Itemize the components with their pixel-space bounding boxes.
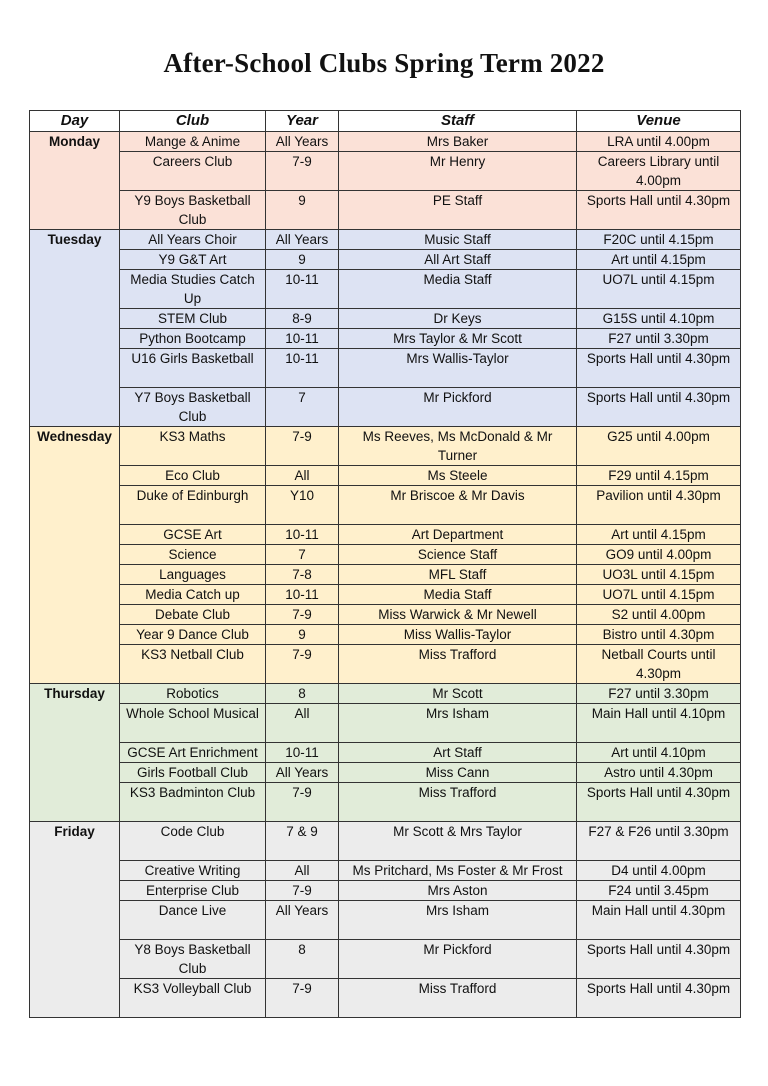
year-cell: 7 & 9	[266, 822, 339, 861]
table-row	[30, 585, 741, 605]
staff-cell: All Art Staff	[339, 250, 577, 270]
year-cell: All	[266, 861, 339, 881]
staff-cell: Mr Pickford	[339, 940, 577, 979]
staff-cell: Miss Trafford	[339, 645, 577, 684]
day-cell-thursday: Thursday	[30, 684, 120, 822]
year-cell: 7-9	[266, 881, 339, 901]
table-row	[30, 329, 741, 349]
table-row	[30, 427, 741, 466]
year-cell: All Years	[266, 763, 339, 783]
club-cell: Code Club	[120, 822, 266, 861]
table-row	[30, 881, 741, 901]
venue-cell: G25 until 4.00pm	[577, 427, 741, 466]
day-cell-wednesday: Wednesday	[30, 427, 120, 684]
club-cell: U16 Girls Basketball	[120, 349, 266, 388]
table-row	[30, 565, 741, 585]
club-cell: Y7 Boys Basketball Club	[120, 388, 266, 427]
staff-cell: Miss Trafford	[339, 979, 577, 1018]
club-cell: Whole School Musical	[120, 704, 266, 743]
staff-cell: Music Staff	[339, 230, 577, 250]
year-cell: All Years	[266, 230, 339, 250]
table-row	[30, 625, 741, 645]
venue-cell: Sports Hall until 4.30pm	[577, 388, 741, 427]
year-cell: 8	[266, 684, 339, 704]
header-row	[30, 111, 741, 132]
club-cell: Enterprise Club	[120, 881, 266, 901]
table-row	[30, 783, 741, 822]
year-cell: 10-11	[266, 329, 339, 349]
club-cell: KS3 Maths	[120, 427, 266, 466]
staff-cell: Mrs Taylor & Mr Scott	[339, 329, 577, 349]
year-cell: 7-9	[266, 427, 339, 466]
staff-cell: Miss Cann	[339, 763, 577, 783]
venue-cell: Astro until 4.30pm	[577, 763, 741, 783]
venue-cell: GO9 until 4.00pm	[577, 545, 741, 565]
table-row	[30, 605, 741, 625]
staff-cell: Media Staff	[339, 270, 577, 309]
year-cell: 10-11	[266, 585, 339, 605]
year-cell: 10-11	[266, 349, 339, 388]
staff-cell: Science Staff	[339, 545, 577, 565]
staff-cell: Miss Trafford	[339, 783, 577, 822]
table-row	[30, 230, 741, 250]
staff-cell: Mrs Baker	[339, 132, 577, 152]
header-day: Day	[30, 111, 120, 132]
venue-cell: Art until 4.10pm	[577, 743, 741, 763]
club-cell: Y9 G&T Art	[120, 250, 266, 270]
header-club: Club	[120, 111, 266, 132]
venue-cell: F20C until 4.15pm	[577, 230, 741, 250]
venue-cell: Main Hall until 4.30pm	[577, 901, 741, 940]
year-cell: All	[266, 466, 339, 486]
staff-cell: PE Staff	[339, 191, 577, 230]
venue-cell: D4 until 4.00pm	[577, 861, 741, 881]
year-cell: 7	[266, 545, 339, 565]
staff-cell: Mr Scott & Mrs Taylor	[339, 822, 577, 861]
venue-cell: Sports Hall until 4.30pm	[577, 783, 741, 822]
day-cell-monday: Monday	[30, 132, 120, 230]
year-cell: All Years	[266, 901, 339, 940]
staff-cell: Miss Wallis-Taylor	[339, 625, 577, 645]
table-row	[30, 250, 741, 270]
header-year: Year	[266, 111, 339, 132]
club-cell: Duke of Edinburgh	[120, 486, 266, 525]
year-cell: 10-11	[266, 525, 339, 545]
venue-cell: F29 until 4.15pm	[577, 466, 741, 486]
club-cell: Debate Club	[120, 605, 266, 625]
staff-cell: Art Staff	[339, 743, 577, 763]
venue-cell: Sports Hall until 4.30pm	[577, 979, 741, 1018]
day-cell-tuesday: Tuesday	[30, 230, 120, 427]
staff-cell: Mrs Aston	[339, 881, 577, 901]
venue-cell: Art until 4.15pm	[577, 525, 741, 545]
year-cell: 9	[266, 191, 339, 230]
staff-cell: Mr Pickford	[339, 388, 577, 427]
staff-cell: Ms Pritchard, Ms Foster & Mr Frost	[339, 861, 577, 881]
venue-cell: Pavilion until 4.30pm	[577, 486, 741, 525]
year-cell: 7-9	[266, 645, 339, 684]
year-cell: 9	[266, 250, 339, 270]
club-cell: Careers Club	[120, 152, 266, 191]
year-cell: 8	[266, 940, 339, 979]
year-cell: 10-11	[266, 270, 339, 309]
venue-cell: Bistro until 4.30pm	[577, 625, 741, 645]
year-cell: 7-9	[266, 152, 339, 191]
year-cell: 8-9	[266, 309, 339, 329]
club-cell: GCSE Art	[120, 525, 266, 545]
venue-cell: S2 until 4.00pm	[577, 605, 741, 625]
staff-cell: Mr Henry	[339, 152, 577, 191]
club-cell: Year 9 Dance Club	[120, 625, 266, 645]
club-cell: STEM Club	[120, 309, 266, 329]
club-cell: GCSE Art Enrichment	[120, 743, 266, 763]
clubs-table	[29, 110, 741, 1018]
staff-cell: Mrs Isham	[339, 901, 577, 940]
club-cell: Mange & Anime	[120, 132, 266, 152]
staff-cell: Mrs Isham	[339, 704, 577, 743]
venue-cell: Sports Hall until 4.30pm	[577, 191, 741, 230]
club-cell: KS3 Badminton Club	[120, 783, 266, 822]
table-row	[30, 349, 741, 388]
year-cell: 7-9	[266, 783, 339, 822]
club-cell: Media Studies Catch Up	[120, 270, 266, 309]
club-cell: All Years Choir	[120, 230, 266, 250]
page-title: After-School Clubs Spring Term 2022	[163, 48, 605, 78]
staff-cell: Miss Warwick & Mr Newell	[339, 605, 577, 625]
club-cell: Eco Club	[120, 466, 266, 486]
staff-cell: Ms Reeves, Ms McDonald & Mr Turner	[339, 427, 577, 466]
year-cell: 7-8	[266, 565, 339, 585]
header-staff: Staff	[339, 111, 577, 132]
table-row	[30, 525, 741, 545]
staff-cell: Media Staff	[339, 585, 577, 605]
venue-cell: LRA until 4.00pm	[577, 132, 741, 152]
venue-cell: Main Hall until 4.10pm	[577, 704, 741, 743]
club-cell: Robotics	[120, 684, 266, 704]
venue-cell: F24 until 3.45pm	[577, 881, 741, 901]
venue-cell: Sports Hall until 4.30pm	[577, 349, 741, 388]
venue-cell: F27 & F26 until 3.30pm	[577, 822, 741, 861]
table-row	[30, 684, 741, 704]
venue-cell: F27 until 3.30pm	[577, 684, 741, 704]
table-row	[30, 979, 741, 1018]
venue-cell: UO7L until 4.15pm	[577, 585, 741, 605]
day-cell-friday: Friday	[30, 822, 120, 1018]
table-row	[30, 704, 741, 743]
table-row	[30, 940, 741, 979]
staff-cell: Ms Steele	[339, 466, 577, 486]
staff-cell: Dr Keys	[339, 309, 577, 329]
staff-cell: MFL Staff	[339, 565, 577, 585]
table-row	[30, 645, 741, 684]
table-row	[30, 152, 741, 191]
staff-cell: Mrs Wallis-Taylor	[339, 349, 577, 388]
venue-cell: UO3L until 4.15pm	[577, 565, 741, 585]
club-cell: Girls Football Club	[120, 763, 266, 783]
club-cell: Python Bootcamp	[120, 329, 266, 349]
table-row	[30, 486, 741, 525]
year-cell: 10-11	[266, 743, 339, 763]
table-row	[30, 388, 741, 427]
year-cell: 9	[266, 625, 339, 645]
table-row	[30, 822, 741, 861]
year-cell: All Years	[266, 132, 339, 152]
venue-cell: Art until 4.15pm	[577, 250, 741, 270]
table-row	[30, 545, 741, 565]
table-row	[30, 132, 741, 152]
club-cell: Y8 Boys Basketball Club	[120, 940, 266, 979]
club-cell: Dance Live	[120, 901, 266, 940]
year-cell: All	[266, 704, 339, 743]
year-cell: 7-9	[266, 605, 339, 625]
table-row	[30, 270, 741, 309]
table-row	[30, 861, 741, 881]
table-row	[30, 743, 741, 763]
year-cell: 7-9	[266, 979, 339, 1018]
table-row	[30, 309, 741, 329]
venue-cell: Careers Library until 4.00pm	[577, 152, 741, 191]
club-cell: Science	[120, 545, 266, 565]
header-venue: Venue	[577, 111, 741, 132]
club-cell: KS3 Netball Club	[120, 645, 266, 684]
club-cell: KS3 Volleyball Club	[120, 979, 266, 1018]
venue-cell: F27 until 3.30pm	[577, 329, 741, 349]
venue-cell: UO7L until 4.15pm	[577, 270, 741, 309]
club-cell: Creative Writing	[120, 861, 266, 881]
venue-cell: G15S until 4.10pm	[577, 309, 741, 329]
staff-cell: Mr Scott	[339, 684, 577, 704]
club-cell: Languages	[120, 565, 266, 585]
venue-cell: Sports Hall until 4.30pm	[577, 940, 741, 979]
year-cell: 7	[266, 388, 339, 427]
staff-cell: Art Department	[339, 525, 577, 545]
table-row	[30, 191, 741, 230]
club-cell: Media Catch up	[120, 585, 266, 605]
table-row	[30, 763, 741, 783]
table-row	[30, 901, 741, 940]
staff-cell: Mr Briscoe & Mr Davis	[339, 486, 577, 525]
venue-cell: Netball Courts until 4.30pm	[577, 645, 741, 684]
table-row	[30, 466, 741, 486]
club-cell: Y9 Boys Basketball Club	[120, 191, 266, 230]
year-cell: Y10	[266, 486, 339, 525]
